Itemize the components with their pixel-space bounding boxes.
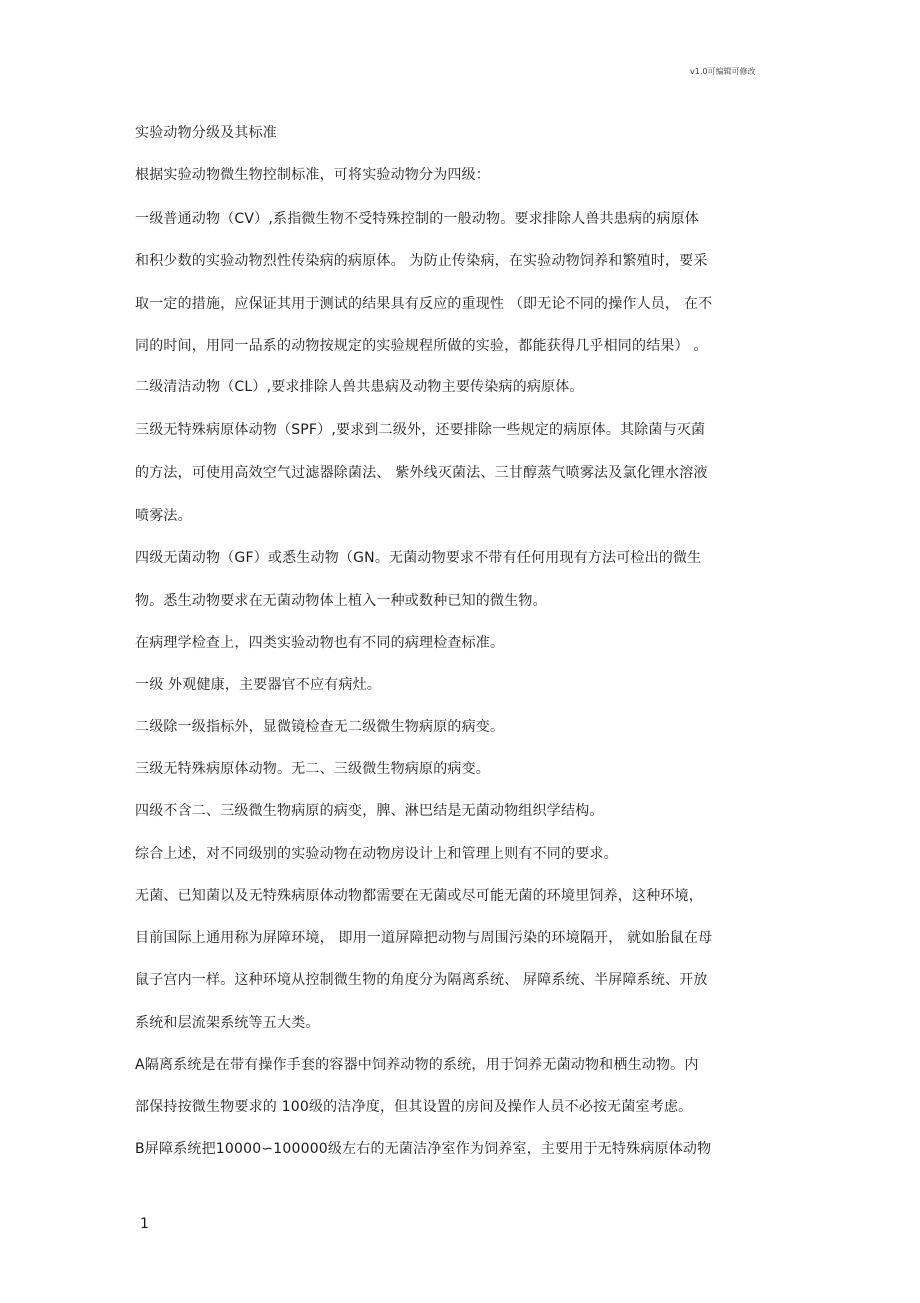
paragraph-line: 取一定的措施，应保证其用于测试的结果具有反应的重现性 （即无论不同的操作人员， 在不: [135, 296, 713, 312]
paragraph-line: 二级清洁动物（CL）,要求排除人兽共患病及动物主要传染病的病原体。: [135, 379, 584, 395]
paragraph-line: 无菌、已知菌以及无特殊病原体动物都需要在无菌或尽可能无菌的环境里饲养，这种环境，: [135, 888, 703, 904]
paragraph-line: 四级不含二、三级微生物病原的病变，脾、淋巴结是无菌动物组织学结构。: [135, 803, 604, 819]
paragraph-line: 三级无特殊病原体动物（SPF）,要求到二级外，还要排除一些规定的病原体。其除菌与灭菌: [135, 422, 706, 438]
paragraph-line: 鼠子宫内一样。这种环境从控制微生物的角度分为隔离系统、 屏障系统、半屏障系统、开放: [135, 972, 708, 988]
paragraph-line: 的方法，可使用高效空气过滤器除菌法、 紫外线灭菌法、三甘醇蒸气喷雾法及氯化锂水溶液: [135, 465, 708, 481]
paragraph-line: 同的时间，用同一品系的动物按规定的实验规程所做的实验，都能获得几乎相同的结果） 。: [135, 338, 708, 354]
paragraph-line: 三级无特殊病原体动物。无二、三级微生物病原的病变。: [135, 761, 490, 777]
paragraph-line: A隔离系统是在带有操作手套的容器中饲养动物的系统，用于饲养无菌动物和栖生动物。内: [135, 1057, 699, 1073]
paragraph-line: 系统和层流架系统等五大类。: [135, 1015, 320, 1031]
paragraph-line: 综合上述，对不同级别的实验动物在动物房设计上和管理上则有不同的要求。: [135, 846, 618, 862]
paragraph-line: 目前国际上通用称为屏障环境， 即用一道屏障把动物与周围污染的环境隔开， 就如胎鼠在母: [135, 930, 713, 946]
paragraph-line: 喷雾法。: [135, 508, 192, 524]
document-title: 实验动物分级及其标准: [135, 125, 277, 141]
version-note: v1.0可编辑可修改: [690, 67, 756, 76]
paragraph-line: 和积少数的实验动物烈性传染病的病原体。 为防止传染病，在实验动物饲养和繁殖时，要采: [135, 253, 708, 269]
paragraph-line: 根据实验动物微生物控制标准，可将实验动物分为四级：: [135, 167, 490, 183]
paragraph-line: 一级普通动物（CV）,系指微生物不受特殊控制的一般动物。要求排除人兽共患病的病原体: [135, 211, 700, 227]
paragraph-line: B屏障系统把10000∽100000级左右的无菌洁净室作为饲养室，主要用于无特殊病原体动物: [135, 1141, 712, 1157]
paragraph-line: 部保持按微生物要求的 100级的洁净度，但其设置的房间及操作人员不必按无菌室考虑。: [135, 1099, 693, 1115]
paragraph-line: 二级除一级指标外，显微镜检查无二级微生物病原的病变。: [135, 719, 505, 735]
paragraph-line: 物。悉生动物要求在无菌动物体上植入一种或数种已知的微生物。: [135, 593, 547, 609]
paragraph-line: 在病理学检查上，四类实验动物也有不同的病理检查标准。: [135, 635, 505, 651]
page-number: 1: [140, 1216, 149, 1232]
paragraph-line: 一级 外观健康，主要器官不应有病灶。: [135, 677, 382, 693]
paragraph-line: 四级无菌动物（GF）或悉生动物（GN。无菌动物要求不带有任何用现有方法可检出的微生: [135, 550, 702, 566]
